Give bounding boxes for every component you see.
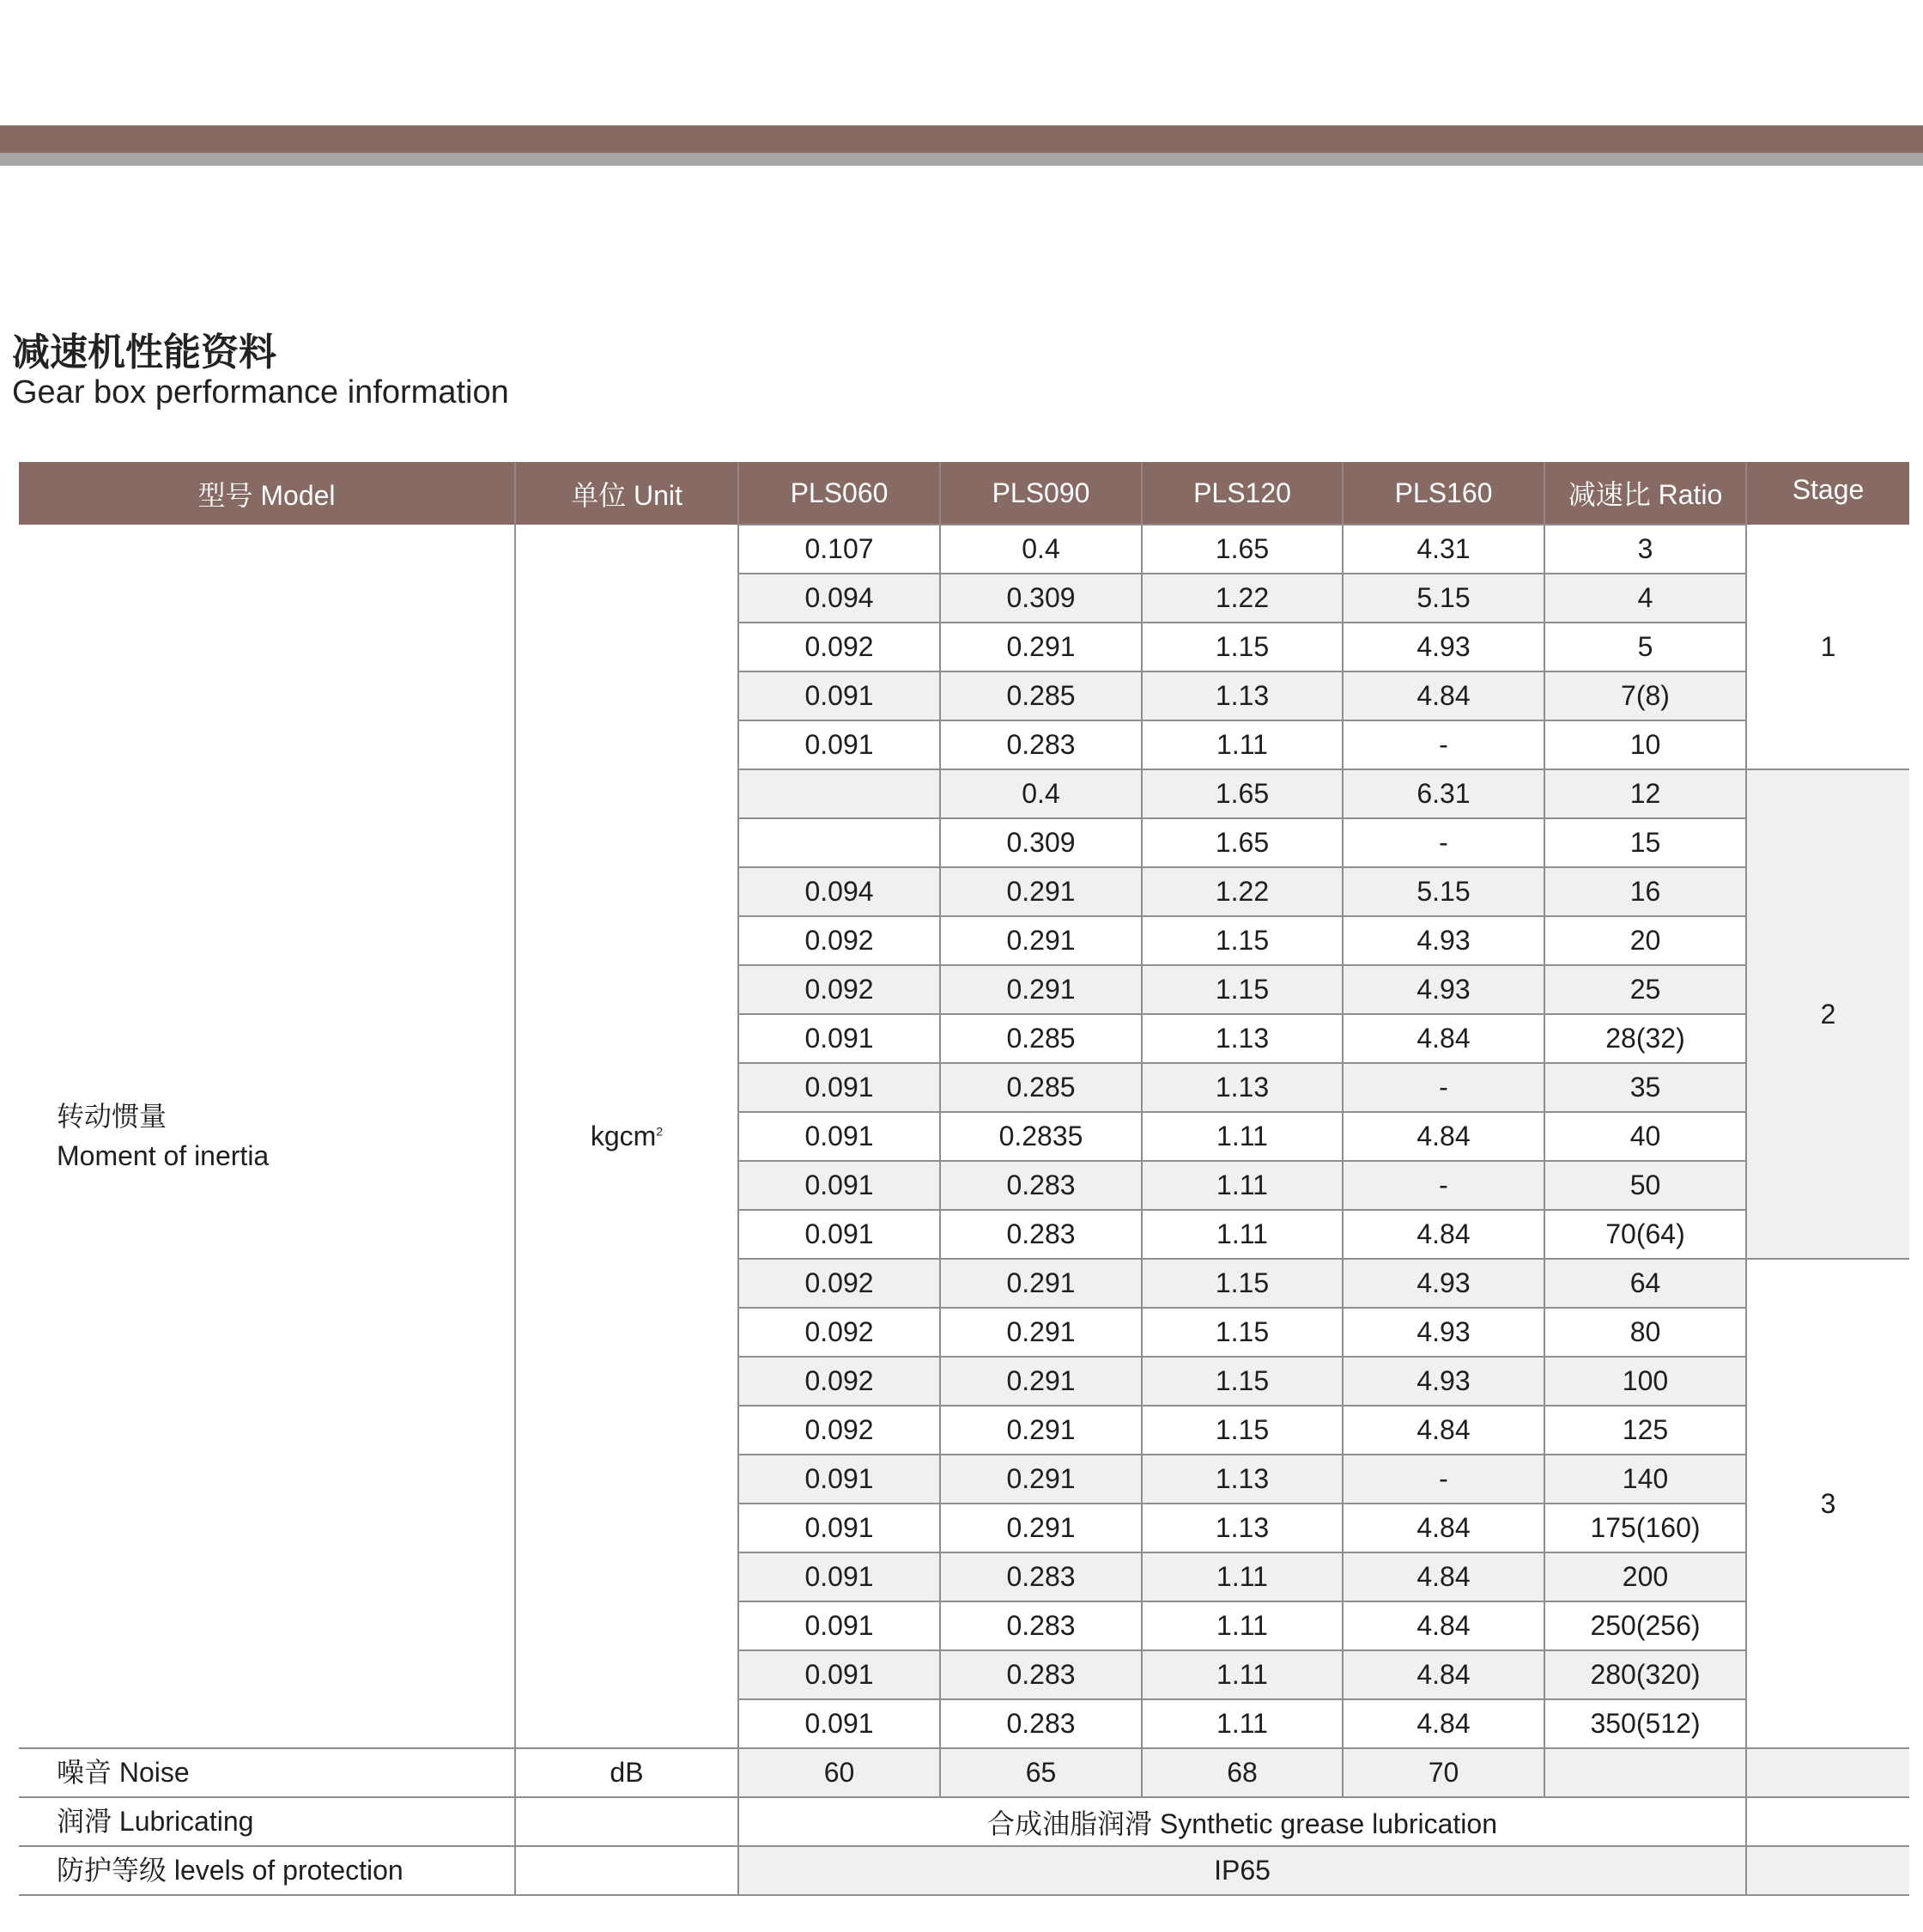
noise-pls060: 60 xyxy=(738,1748,940,1797)
cell-ratio: 25 xyxy=(1544,965,1746,1014)
cell-pls120: 1.11 xyxy=(1142,720,1343,769)
cell-pls120: 1.11 xyxy=(1142,1112,1343,1161)
cell-pls090: 0.291 xyxy=(940,623,1142,671)
cell-ratio: 10 xyxy=(1544,720,1746,769)
cell-pls120: 1.65 xyxy=(1142,769,1343,818)
cell-pls160: 4.93 xyxy=(1343,1357,1544,1406)
inertia-unit-exponent: 2 xyxy=(656,1123,664,1138)
cell-pls120: 1.13 xyxy=(1142,1063,1343,1112)
protection-stage-empty xyxy=(1746,1846,1909,1895)
lubricating-stage-empty xyxy=(1746,1797,1909,1846)
cell-pls160: 4.31 xyxy=(1343,525,1544,574)
cell-pls090: 0.309 xyxy=(940,574,1142,623)
cell-pls160: 4.84 xyxy=(1343,1699,1544,1748)
header-pls120: PLS120 xyxy=(1142,462,1343,525)
cell-pls090: 0.4 xyxy=(940,525,1142,574)
cell-pls090: 0.285 xyxy=(940,1014,1142,1063)
cell-pls090: 0.309 xyxy=(940,818,1142,867)
noise-pls090: 65 xyxy=(940,1748,1142,1797)
noise-ratio-empty xyxy=(1544,1748,1746,1797)
cell-pls060: 0.091 xyxy=(738,1650,940,1699)
cell-ratio: 200 xyxy=(1544,1552,1746,1601)
cell-pls060: 0.094 xyxy=(738,867,940,916)
cell-ratio: 20 xyxy=(1544,916,1746,965)
cell-pls090: 0.285 xyxy=(940,671,1142,720)
cell-pls160: 4.84 xyxy=(1343,1014,1544,1063)
header-model: 型号 Model xyxy=(19,462,515,525)
cell-ratio: 80 xyxy=(1544,1308,1746,1357)
cell-ratio: 4 xyxy=(1544,574,1746,623)
cell-pls090: 0.291 xyxy=(940,1259,1142,1308)
cell-pls120: 1.11 xyxy=(1142,1161,1343,1210)
cell-pls090: 0.291 xyxy=(940,1357,1142,1406)
cell-pls120: 1.65 xyxy=(1142,818,1343,867)
cell-pls060 xyxy=(738,818,940,867)
noise-stage-empty xyxy=(1746,1748,1909,1797)
cell-pls090: 0.291 xyxy=(940,1504,1142,1552)
protection-value: IP65 xyxy=(738,1846,1746,1895)
cell-ratio: 250(256) xyxy=(1544,1601,1746,1650)
table-body xyxy=(19,525,1909,1895)
cell-pls120: 1.15 xyxy=(1142,1406,1343,1455)
cell-pls060: 0.092 xyxy=(738,1357,940,1406)
cell-pls090: 0.283 xyxy=(940,1161,1142,1210)
cell-pls120: 1.15 xyxy=(1142,623,1343,671)
noise-unit: dB xyxy=(515,1748,738,1797)
cell-ratio: 5 xyxy=(1544,623,1746,671)
cell-pls090: 0.4 xyxy=(940,769,1142,818)
protection-label: 防护等级 levels of protection xyxy=(19,1846,515,1895)
cell-ratio: 64 xyxy=(1544,1259,1746,1308)
cell-pls060: 0.091 xyxy=(738,1063,940,1112)
header-stage-label: Stage xyxy=(1792,474,1865,505)
lubricating-unit-empty xyxy=(515,1797,738,1846)
cell-pls060 xyxy=(738,769,940,818)
header-pls090: PLS090 xyxy=(940,462,1142,525)
cell-pls090: 0.283 xyxy=(940,1699,1142,1748)
cell-ratio: 12 xyxy=(1544,769,1746,818)
cell-pls160: - xyxy=(1343,1161,1544,1210)
cell-pls160: - xyxy=(1343,1455,1544,1504)
cell-pls090: 0.291 xyxy=(940,867,1142,916)
cell-pls120: 1.15 xyxy=(1142,1259,1343,1308)
header-pls060: PLS060 xyxy=(738,462,940,525)
cell-pls060: 0.107 xyxy=(738,525,940,574)
cell-pls160: 4.84 xyxy=(1343,1504,1544,1552)
cell-pls060: 0.092 xyxy=(738,916,940,965)
cell-pls120: 1.11 xyxy=(1142,1650,1343,1699)
cell-ratio: 16 xyxy=(1544,867,1746,916)
cell-ratio: 175(160) xyxy=(1544,1504,1746,1552)
cell-pls160: 4.84 xyxy=(1343,1601,1544,1650)
cell-pls160: 4.93 xyxy=(1343,1308,1544,1357)
header-ratio: 减速比 Ratio xyxy=(1544,462,1746,525)
noise-pls160: 70 xyxy=(1343,1748,1544,1797)
cell-pls160: 4.93 xyxy=(1343,623,1544,671)
cell-pls160: 5.15 xyxy=(1343,574,1544,623)
cell-pls120: 1.15 xyxy=(1142,916,1343,965)
cell-ratio: 40 xyxy=(1544,1112,1746,1161)
cell-pls160: - xyxy=(1343,1063,1544,1112)
cell-ratio: 125 xyxy=(1544,1406,1746,1455)
cell-pls120: 1.15 xyxy=(1142,1308,1343,1357)
cell-pls160: 4.93 xyxy=(1343,1259,1544,1308)
cell-pls160: 5.15 xyxy=(1343,867,1544,916)
cell-pls090: 0.291 xyxy=(940,1455,1142,1504)
cell-pls060: 0.092 xyxy=(738,1308,940,1357)
cell-ratio: 15 xyxy=(1544,818,1746,867)
cell-ratio: 50 xyxy=(1544,1161,1746,1210)
cell-pls090: 0.291 xyxy=(940,1406,1142,1455)
cell-pls160: 4.84 xyxy=(1343,1406,1544,1455)
inertia-label-cn: 转动惯量 xyxy=(57,1100,167,1132)
cell-pls160: 4.84 xyxy=(1343,1650,1544,1699)
cell-pls120: 1.13 xyxy=(1142,1504,1343,1552)
cell-pls120: 1.13 xyxy=(1142,671,1343,720)
cell-pls160: 4.93 xyxy=(1343,965,1544,1014)
cell-pls060: 0.091 xyxy=(738,1161,940,1210)
cell-pls060: 0.091 xyxy=(738,671,940,720)
cell-pls060: 0.091 xyxy=(738,1504,940,1552)
cell-pls160: - xyxy=(1343,720,1544,769)
header-pls160: PLS160 xyxy=(1343,462,1544,525)
cell-pls090: 0.283 xyxy=(940,1210,1142,1259)
cell-ratio: 35 xyxy=(1544,1063,1746,1112)
table-header-row xyxy=(19,462,1909,525)
cell-pls090: 0.285 xyxy=(940,1063,1142,1112)
lubricating-value: 合成油脂润滑 Synthetic grease lubrication xyxy=(738,1797,1746,1846)
cell-pls060: 0.094 xyxy=(738,574,940,623)
cell-pls090: 0.291 xyxy=(940,916,1142,965)
cell-pls160: - xyxy=(1343,818,1544,867)
protection-unit-empty xyxy=(515,1846,738,1895)
header-stage xyxy=(1746,462,1909,525)
cell-pls060: 0.091 xyxy=(738,1699,940,1748)
cell-pls120: 1.65 xyxy=(1142,525,1343,574)
header-band-gray xyxy=(0,153,1923,166)
cell-ratio: 3 xyxy=(1544,525,1746,574)
header-unit: 单位 Unit xyxy=(515,462,738,525)
cell-pls060: 0.092 xyxy=(738,1406,940,1455)
inertia-unit-text: kgcm xyxy=(590,1120,657,1151)
cell-pls090: 0.283 xyxy=(940,1650,1142,1699)
inertia-label-en: Moment of inertia xyxy=(57,1140,270,1171)
cell-pls120: 1.15 xyxy=(1142,1357,1343,1406)
cell-pls160: 4.84 xyxy=(1343,1112,1544,1161)
inertia-unit xyxy=(515,525,738,1748)
cell-pls060: 0.091 xyxy=(738,720,940,769)
cell-pls090: 0.283 xyxy=(940,1601,1142,1650)
cell-pls160: 4.93 xyxy=(1343,916,1544,965)
cell-pls060: 0.091 xyxy=(738,1014,940,1063)
cell-pls060: 0.091 xyxy=(738,1210,940,1259)
cell-pls120: 1.11 xyxy=(1142,1552,1343,1601)
lubricating-row xyxy=(19,1797,1909,1846)
stage-cell-3: 3 xyxy=(1746,1259,1909,1748)
cell-pls120: 1.11 xyxy=(1142,1699,1343,1748)
cell-pls090: 0.291 xyxy=(940,965,1142,1014)
page-title-en: Gear box performance information xyxy=(12,374,509,410)
cell-pls060: 0.092 xyxy=(738,1259,940,1308)
stage-cell-1: 1 xyxy=(1746,525,1909,769)
cell-pls120: 1.13 xyxy=(1142,1014,1343,1063)
cell-pls160: 4.84 xyxy=(1343,1210,1544,1259)
cell-pls120: 1.11 xyxy=(1142,1210,1343,1259)
noise-pls120: 68 xyxy=(1142,1748,1343,1797)
cell-pls120: 1.15 xyxy=(1142,965,1343,1014)
cell-pls120: 1.13 xyxy=(1142,1455,1343,1504)
cell-pls090: 0.283 xyxy=(940,720,1142,769)
noise-label: 噪音 Noise xyxy=(19,1748,515,1797)
table-row xyxy=(19,525,1909,574)
cell-pls090: 0.291 xyxy=(940,1308,1142,1357)
cell-ratio: 140 xyxy=(1544,1455,1746,1504)
cell-pls160: 4.84 xyxy=(1343,671,1544,720)
cell-pls060: 0.092 xyxy=(738,965,940,1014)
noise-row xyxy=(19,1748,1909,1797)
cell-pls160: 6.31 xyxy=(1343,769,1544,818)
cell-ratio: 350(512) xyxy=(1544,1699,1746,1748)
performance-table xyxy=(19,462,1909,1896)
protection-row xyxy=(19,1846,1909,1895)
cell-pls060: 0.091 xyxy=(738,1455,940,1504)
cell-ratio: 280(320) xyxy=(1544,1650,1746,1699)
cell-pls160: 4.84 xyxy=(1343,1552,1544,1601)
cell-ratio: 70(64) xyxy=(1544,1210,1746,1259)
cell-pls060: 0.091 xyxy=(738,1552,940,1601)
cell-pls090: 0.283 xyxy=(940,1552,1142,1601)
cell-pls120: 1.22 xyxy=(1142,867,1343,916)
page-title-cn: 减速机性能资料 xyxy=(12,331,276,374)
cell-pls060: 0.092 xyxy=(738,623,940,671)
header-band-brown xyxy=(0,125,1923,153)
cell-pls120: 1.22 xyxy=(1142,574,1343,623)
cell-pls090: 0.2835 xyxy=(940,1112,1142,1161)
cell-pls120: 1.11 xyxy=(1142,1601,1343,1650)
lubricating-label: 润滑 Lubricating xyxy=(19,1797,515,1846)
cell-pls060: 0.091 xyxy=(738,1601,940,1650)
stage-cell-2: 2 xyxy=(1746,769,1909,1259)
cell-ratio: 28(32) xyxy=(1544,1014,1746,1063)
cell-pls060: 0.091 xyxy=(738,1112,940,1161)
inertia-label xyxy=(19,525,515,1748)
cell-ratio: 7(8) xyxy=(1544,671,1746,720)
cell-ratio: 100 xyxy=(1544,1357,1746,1406)
